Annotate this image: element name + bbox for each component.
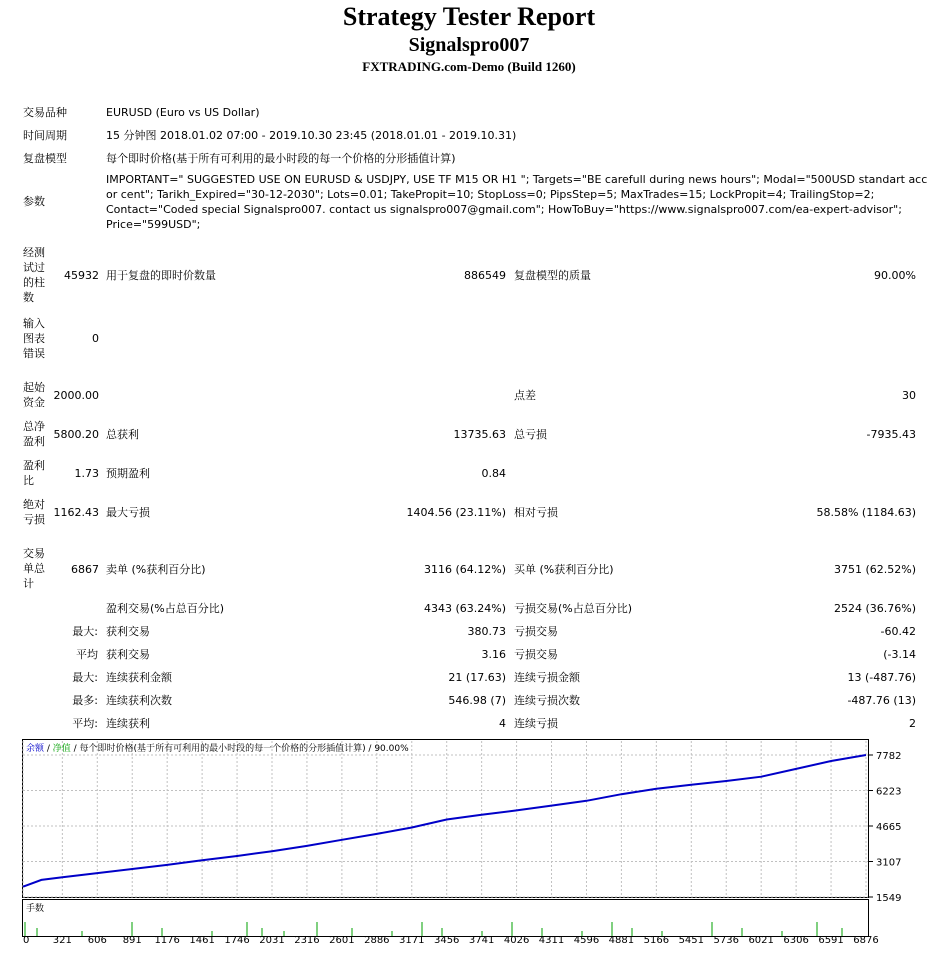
params-line-4: Price="599USD";	[106, 218, 201, 231]
gross-loss-value: -7935.43	[866, 428, 916, 441]
payoff-value: 0.84	[481, 467, 506, 480]
avg-profit-label: 获利交易	[106, 648, 150, 661]
balance-chart	[22, 739, 920, 946]
params-line-3: Contact="Coded special Signalspro007. contact us signalspro007@gmail.com"; HowToBuy="https://www.signalspro007.com/ea-expert-advisor";	[106, 203, 902, 216]
x-tick-label: 606	[87, 935, 107, 946]
payoff-label: 预期盈利	[106, 467, 150, 480]
y-tick-label: 3107	[876, 857, 902, 869]
x-tick-label: 0	[23, 935, 30, 946]
max-cons-wins-label: 连续获利金额	[106, 671, 172, 684]
maximal-cons-loss-value: -487.76 (13)	[847, 694, 916, 707]
x-tick-label: 4026	[503, 935, 530, 946]
y-tick-label: 1549	[876, 893, 902, 904]
deposit-value: 2000.00	[53, 389, 99, 402]
x-tick-label: 4596	[573, 935, 600, 946]
x-tick-label: 6876	[853, 935, 879, 946]
profit-trades-label: 盈利交易(%占总百分比)	[106, 602, 225, 615]
spread-value: 30	[902, 389, 916, 402]
gross-profit-value: 13735.63	[453, 428, 506, 441]
model-label: 复盘模型	[23, 152, 67, 165]
profit-factor-label: 盈利比	[23, 459, 45, 487]
y-tick-label: 7782	[876, 751, 902, 762]
total-trades-label: 交易单总计	[23, 547, 45, 590]
x-tick-label: 2031	[259, 935, 285, 946]
max-cons-label: 最大:	[72, 671, 98, 684]
maximal-cons-loss-label: 连续亏损次数	[514, 694, 580, 707]
bars-value: 45932	[64, 269, 99, 282]
params-line-2: or cent"; Tarikh_Expired="30-12-2030"; Lots=0.01; TakePropit=10; StopLoss=0; PipsStep=5; MaxTrades=15; LockPropit=4; TrailingStop=2;	[106, 188, 875, 201]
errors-value: 0	[92, 332, 99, 345]
avg-cons-wins-value: 4	[499, 717, 506, 730]
spread-label: 点差	[514, 389, 536, 402]
maximal-cons-profit-value: 546.98 (7)	[448, 694, 506, 707]
profit-factor-value: 1.73	[74, 467, 99, 480]
largest-label: 最大:	[72, 625, 98, 638]
abs-drawdown-value: 1162.43	[53, 506, 99, 519]
x-tick-label: 2316	[294, 935, 320, 946]
max-cons-losses-label: 连续亏损金额	[514, 671, 580, 684]
symbol-value: EURUSD (Euro vs US Dollar)	[106, 106, 260, 119]
avg-cons-losses-value: 2	[909, 717, 916, 730]
loss-trades-label: 亏损交易(%占总百分比)	[514, 602, 633, 615]
gross-loss-label: 总亏损	[514, 428, 547, 441]
quality-label: 复盘模型的质量	[514, 269, 591, 282]
max-cons-wins-value: 21 (17.63)	[448, 671, 506, 684]
x-tick-label: 1746	[224, 935, 250, 946]
net-profit-value: 5800.20	[53, 428, 99, 441]
model-value: 每个即时价格(基于所有可利用的最小时段的每一个价格的分形插值计算)	[106, 152, 456, 165]
x-tick-label: 1461	[189, 935, 215, 946]
largest-loss-value: -60.42	[880, 625, 916, 638]
avg-cons-label: 平均:	[72, 717, 98, 730]
rel-drawdown-label: 相对亏损	[514, 506, 558, 519]
ea-name: Signalspro007	[408, 34, 530, 56]
max-cons-losses-value: 13 (-487.76)	[847, 671, 916, 684]
x-tick-label: 2601	[329, 935, 355, 946]
gross-profit-label: 总获利	[106, 428, 139, 441]
largest-profit-value: 380.73	[467, 625, 506, 638]
rel-drawdown-value: 58.58% (1184.63)	[816, 506, 916, 519]
profit-trades-value: 4343 (63.24%)	[423, 602, 506, 615]
period-label: 时间周期	[23, 129, 67, 142]
x-tick-label: 3456	[433, 935, 460, 946]
largest-loss-label: 亏损交易	[514, 625, 558, 638]
x-tick-label: 5736	[713, 935, 739, 946]
max-drawdown-value: 1404.56 (23.11%)	[406, 506, 506, 519]
x-tick-label: 6306	[783, 935, 809, 946]
period-value: 15 分钟图 2018.01.02 07:00 - 2019.10.30 23:45 (2018.01.01 - 2019.10.31)	[106, 129, 517, 142]
maximal-label: 最多:	[72, 694, 98, 707]
avg-cons-losses-label: 连续亏损	[514, 717, 558, 730]
deposit-label: 起始资金	[23, 381, 45, 409]
x-tick-label: 6591	[818, 935, 844, 946]
chart-plot-frame	[23, 740, 869, 898]
long-value: 3751 (62.52%)	[833, 563, 916, 576]
symbol-label: 交易品种	[23, 106, 67, 119]
loss-trades-value: 2524 (36.76%)	[833, 602, 916, 615]
x-tick-label: 5451	[678, 935, 705, 946]
avg-loss-label: 亏损交易	[514, 648, 558, 661]
avg-loss-value: (-3.14	[883, 648, 916, 661]
total-trades-value: 6867	[71, 563, 99, 576]
params-label: 参数	[23, 195, 45, 208]
x-tick-label: 4881	[608, 935, 635, 946]
params-line-1: IMPORTANT=" SUGGESTED USE ON EURUSD & USDJPY, USE TF M15 OR H1 "; Targets="BE carefull during news hours"; Modal="500USD standart acc	[106, 173, 928, 186]
avg-profit-value: 3.16	[481, 648, 506, 661]
volume-label: 手数	[26, 904, 45, 914]
short-label: 卖单 (%获利百分比)	[106, 563, 206, 576]
x-tick-label: 321	[52, 935, 72, 946]
x-tick-label: 2886	[364, 935, 390, 946]
bars-label: 经测试过的柱数	[23, 246, 45, 304]
x-tick-label: 891	[122, 935, 142, 946]
report-title: Strategy Tester Report	[342, 2, 596, 31]
average-label: 平均	[76, 648, 98, 661]
max-drawdown-label: 最大亏损	[106, 506, 150, 519]
y-tick-label: 4665	[876, 822, 902, 834]
x-tick-label: 3741	[468, 935, 495, 946]
chart-legend: 余额 / 净值 / 每个即时价格(基于所有可利用的最小时段的每一个价格的分形插值计算) / 90.00%	[26, 744, 409, 754]
ticks-value: 886549	[464, 269, 506, 282]
long-label: 买单 (%获利百分比)	[514, 563, 614, 576]
x-tick-label: 4311	[538, 935, 565, 946]
x-tick-label: 1176	[154, 935, 180, 946]
x-tick-label: 6021	[748, 935, 774, 946]
server-name: FXTRADING.com-Demo (Build 1260)	[362, 59, 576, 74]
largest-profit-label: 获利交易	[106, 625, 150, 638]
net-profit-label: 总净盈利	[23, 420, 45, 448]
ticks-label: 用于复盘的即时价数量	[106, 269, 216, 282]
abs-drawdown-label: 绝对亏损	[23, 498, 45, 526]
errors-label: 输入图表错误	[23, 317, 45, 360]
maximal-cons-profit-label: 连续获利次数	[106, 694, 172, 707]
quality-value: 90.00%	[874, 269, 916, 282]
y-tick-label: 6223	[876, 786, 902, 798]
avg-cons-wins-label: 连续获利	[106, 717, 150, 730]
short-value: 3116 (64.12%)	[423, 563, 506, 576]
x-tick-label: 3171	[399, 935, 425, 946]
x-tick-label: 5166	[643, 935, 670, 946]
